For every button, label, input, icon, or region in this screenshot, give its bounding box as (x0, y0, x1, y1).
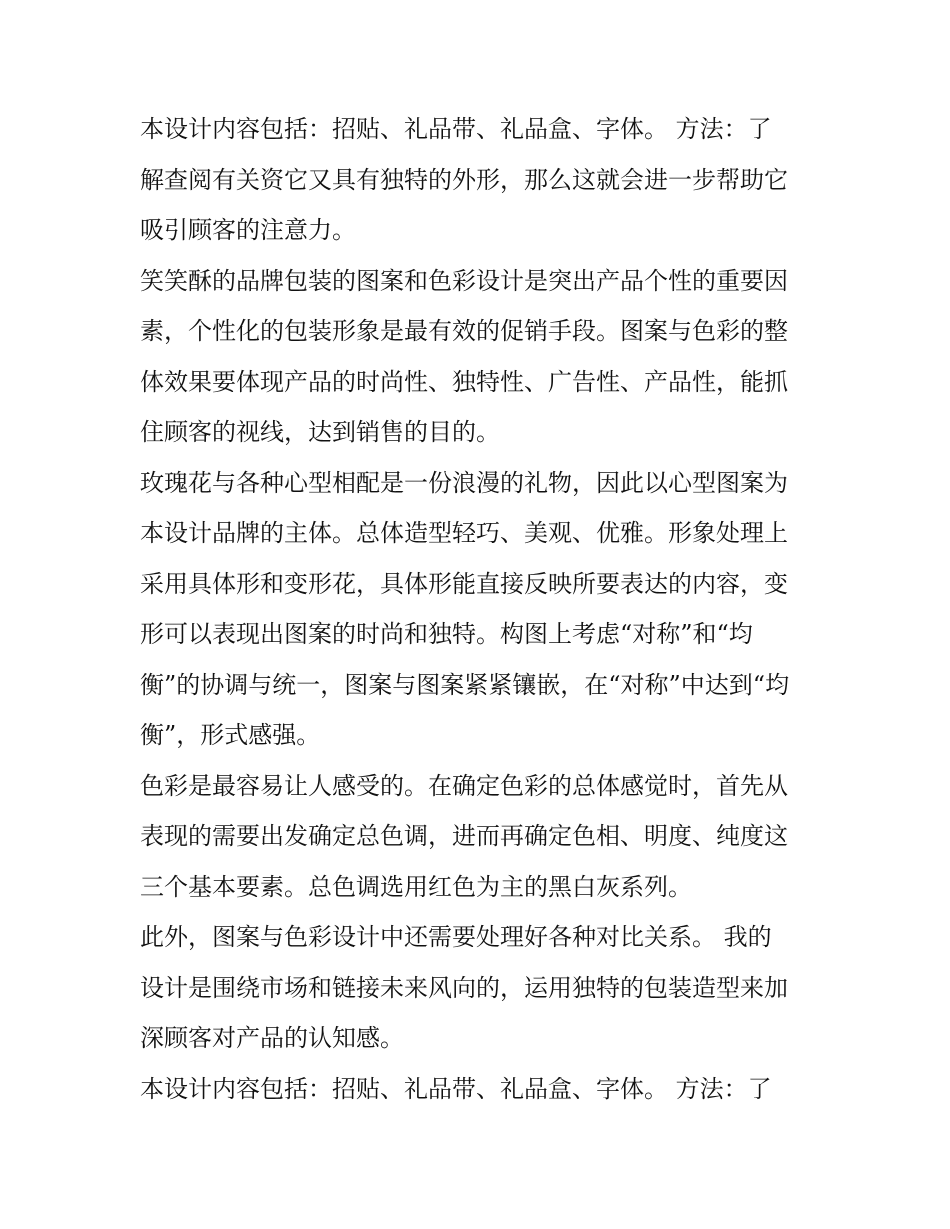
text-line: 采用具体形和变形花，具体形能直接反映所要表达的内容，变 (140, 569, 788, 598)
text-line: 色彩是最容易让人感受的。在确定色彩的总体感觉时，首先从 (140, 771, 788, 800)
text-line: 本设计内容包括：招贴、礼品带、礼品盒、字体。 方法：了 (140, 115, 772, 143)
document-body (140, 104, 820, 1114)
text-line: 三个基本要素。总色调选用红色为主的黑白灰系列。 (140, 872, 692, 901)
text-line: 本设计内容包括：招贴、礼品带、礼品盒、字体。 方法：了 (140, 1074, 772, 1103)
text-line: 笑笑酥的品牌包装的图案和色彩设计是突出产品个性的重要因 (140, 266, 788, 295)
text-line: 体效果要体现产品的时尚性、独特性、广告性、产品性，能抓 (140, 367, 788, 396)
text-line: 解查阅有关资它又具有独特的外形，那么这就会进一步帮助它 (140, 165, 788, 194)
text-line: 表现的需要出发确定总色调，进而再确定色相、明度、纯度这 (140, 822, 788, 850)
text-line: 形可以表现出图案的时尚和独特。构图上考虑“对称”和“均 (140, 620, 753, 648)
text-line: 本设计品牌的主体。总体造型轻巧、美观、优雅。形象处理上 (140, 519, 788, 547)
text-line: 衡”，形式感强。 (140, 721, 321, 749)
text-line: 深顾客对产品的认知感。 (140, 1024, 404, 1052)
text-line: 衡”的协调与统一，图案与图案紧紧镶嵌，在“对称”中达到“均 (140, 670, 790, 699)
text-line: 吸引顾客的注意力。 (140, 216, 356, 244)
text-line: 此外，图案与色彩设计中还需要处理好各种对比关系。 我的 (140, 923, 772, 951)
text-line: 素，个性化的包装形象是最有效的促销手段。图案与色彩的整 (140, 317, 788, 345)
text-line: 住顾客的视线，达到销售的目的。 (140, 418, 500, 446)
text-line: 玫瑰花与各种心型相配是一份浪漫的礼物，因此以心型图案为 (140, 468, 788, 497)
text-line: 设计是围绕市场和链接未来风向的，运用独特的包装造型来加 (140, 973, 788, 1002)
